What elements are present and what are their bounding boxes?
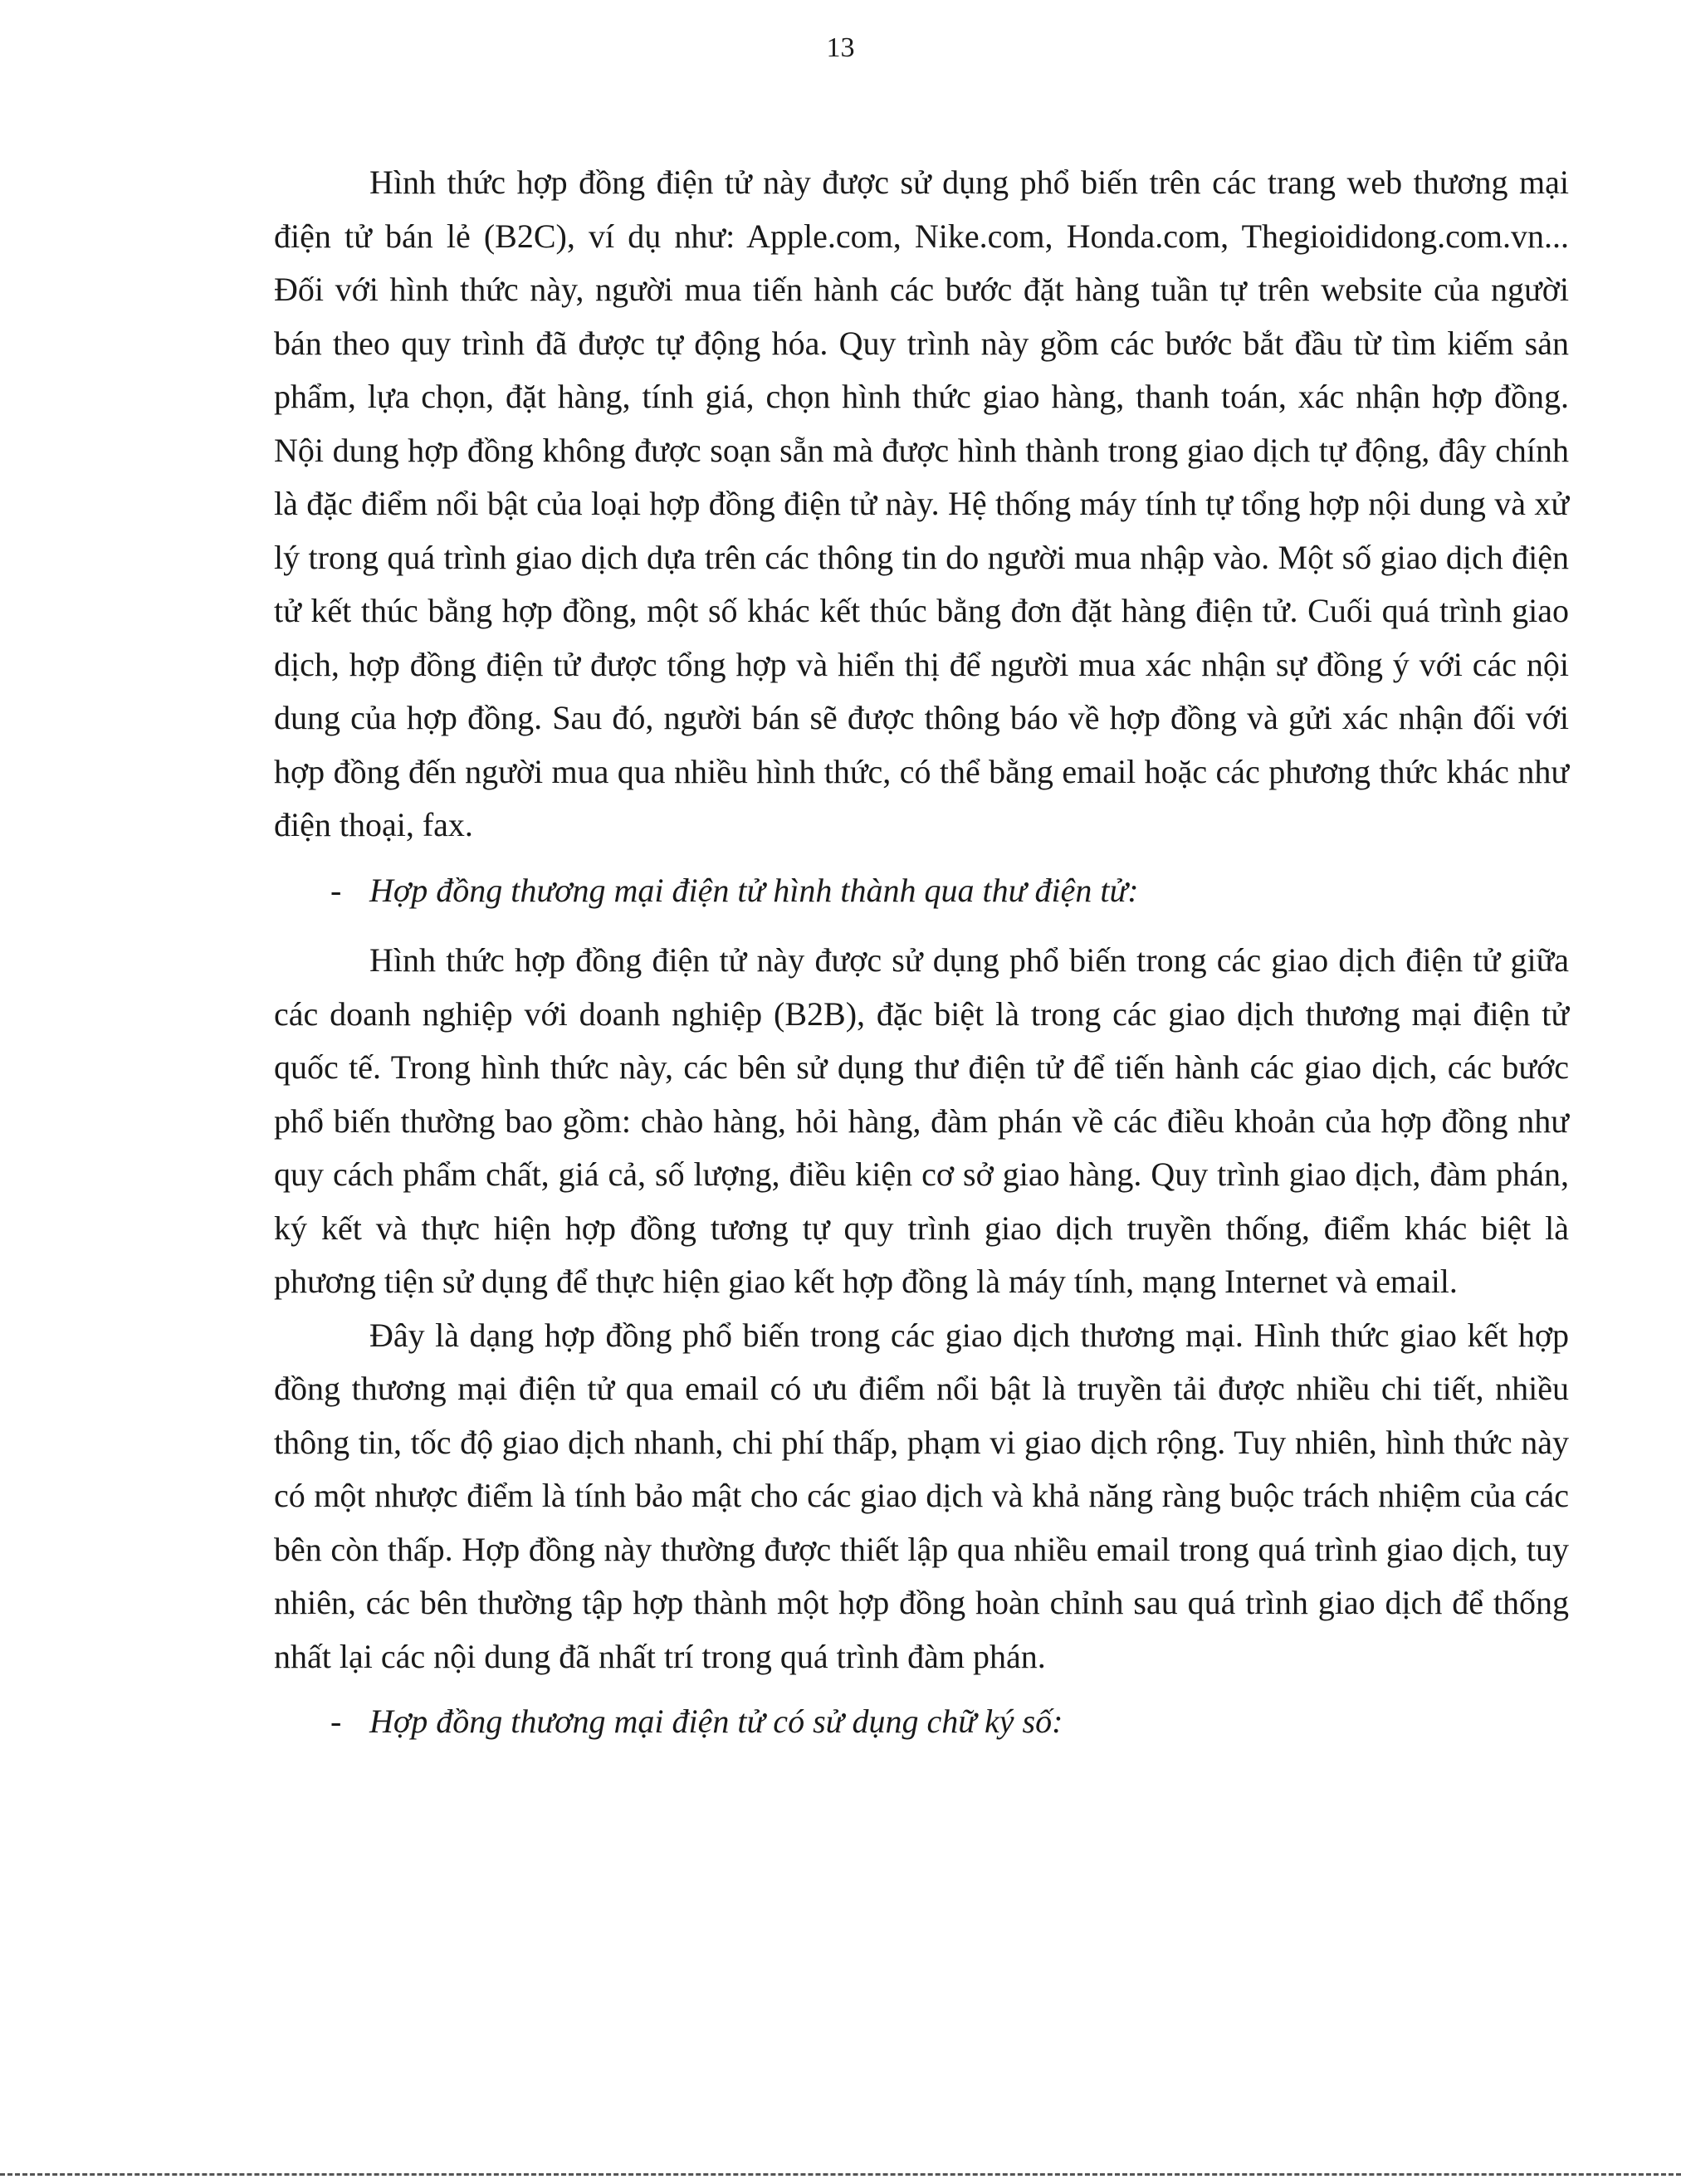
bullet-dash: - — [330, 871, 342, 909]
paragraph-b2b-email-contracts: Hình thức hợp đồng điện tử này được sử dụng phổ biến trong các giao dịch điện tử giữa các doanh nghiệp với doanh nghiệp (B2B), đặc biệt là trong các giao dịch thương mại điện tử quốc tế. Trong hình thức này, các bên sử dụng thư điện tử để tiến hành các giao dịch, các bước phổ biến thường bao gồm: chào hàng, hỏi hàng, đàm phán về các điều khoản của hợp đồng như quy cách phẩm chất, giá cả, số lượng, điều kiện cơ sở giao hàng. Quy trình giao dịch, đàm phán, ký kết và thực hiện hợp đồng tương tự quy trình giao dịch truyền thống, điểm khác biệt là phương tiện sử dụng để thực hiện giao kết hợp đồng là máy tính, mạng Internet và email. — [274, 941, 1569, 1300]
body-text — [274, 156, 1569, 1749]
bullet-email-contracts — [274, 864, 1569, 918]
bullet-digital-signature-contracts — [274, 1695, 1569, 1749]
bullet-digital-signature-text: Hợp đồng thương mại điện tử có sử dụng chữ ký số: — [369, 1703, 1063, 1740]
bullet-email-contracts-text: Hợp đồng thương mại điện tử hình thành qua thư điện tử: — [369, 871, 1139, 909]
page-number: 13 — [826, 32, 855, 63]
paragraph-b2c-web-contracts: Hình thức hợp đồng điện tử này được sử dụng phổ biến trên các trang web thương mại điện tử bán lẻ (B2C), ví dụ như: Apple.com, Nike.com, Honda.com, Thegioididong.com.vn... Đối với hình thức này, người mua tiến hành các bước đặt hàng tuần tự trên website của người bán theo quy trình đã được tự động hóa. Quy trình này gồm các bước bắt đầu từ tìm kiếm sản phẩm, lựa chọn, đặt hàng, tính giá, chọn hình thức giao hàng, thanh toán, xác nhận hợp đồng. Nội dung hợp đồng không được soạn sẵn mà được hình thành trong giao dịch tự động, đây chính là đặc điểm nổi bật của loại hợp đồng điện tử này. Hệ thống máy tính tự tổng hợp nội dung và xử lý trong quá trình giao dịch dựa trên các thông tin do người mua nhập vào. Một số giao dịch điện tử kết thúc bằng hợp đồng, một số khác kết thúc bằng đơn đặt hàng điện tử. Cuối quá trình giao dịch, hợp đồng điện tử được tổng hợp và hiển thị để người mua xác nhận sự đồng ý với các nội dung của hợp đồng. Sau đó, người bán sẽ được thông báo về hợp đồng và gửi xác nhận đối với hợp đồng đến người mua qua nhiều hình thức, có thể bằng email hoặc các phương thức khác như điện thoại, fax. — [274, 164, 1569, 843]
scan-bottom-rule — [0, 2173, 1681, 2176]
bullet-dash: - — [330, 1703, 342, 1740]
paragraph-email-pros-cons: Đây là dạng hợp đồng phổ biến trong các giao dịch thương mại. Hình thức giao kết hợp đồng thương mại điện tử qua email có ưu điểm nổi bật là truyền tải được nhiều chi tiết, nhiều thông tin, tốc độ giao dịch nhanh, chi phí thấp, phạm vi giao dịch rộng. Tuy nhiên, hình thức này có một nhược điểm là tính bảo mật cho các giao dịch và khả năng ràng buộc trách nhiệm của các bên còn thấp. Hợp đồng này thường được thiết lập qua nhiều email trong quá trình giao dịch, tuy nhiên, các bên thường tập hợp thành một hợp đồng hoàn chỉnh sau quá trình giao dịch để thống nhất lại các nội dung đã nhất trí trong quá trình đàm phán. — [274, 1316, 1569, 1675]
